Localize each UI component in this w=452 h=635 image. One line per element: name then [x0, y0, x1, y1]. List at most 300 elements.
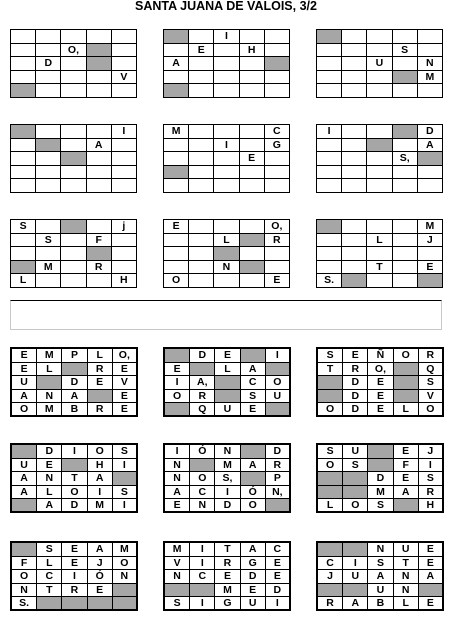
letter-cell: R — [88, 403, 113, 417]
letter-cell: D — [368, 472, 393, 486]
black-cell — [317, 220, 342, 234]
letter-cell: F — [87, 234, 112, 248]
letter-cell: T — [318, 363, 343, 377]
black-cell — [240, 234, 265, 248]
empty-cell — [189, 152, 214, 166]
letter-cell: O — [343, 499, 368, 513]
letter-cell: E — [241, 403, 266, 417]
letter-cell: P — [62, 349, 87, 363]
letter-cell: E — [240, 152, 265, 166]
letter-cell: S — [165, 597, 190, 611]
empty-cell — [367, 44, 392, 58]
letter-cell: E — [265, 274, 290, 288]
black-cell — [418, 152, 443, 166]
letter-cell: R — [87, 261, 112, 275]
black-cell — [12, 445, 37, 459]
letter-cell: B — [368, 597, 393, 611]
black-cell — [393, 125, 418, 139]
empty-cell — [189, 166, 214, 180]
letter-cell: O — [165, 390, 190, 404]
letter-cell: N — [113, 570, 138, 584]
empty-cell — [11, 179, 36, 193]
letter-cell: J — [88, 557, 113, 571]
letter-cell: I — [88, 486, 113, 500]
letter-cell: U — [241, 597, 266, 611]
letter-cell: L — [367, 234, 392, 248]
empty-cell — [61, 247, 86, 261]
letter-cell: M — [418, 71, 443, 85]
letter-cell: M — [36, 261, 61, 275]
letter-cell: I — [113, 499, 138, 513]
empty-cell — [61, 125, 86, 139]
letter-cell: L — [88, 349, 113, 363]
black-cell — [62, 597, 87, 611]
empty-cell — [367, 179, 392, 193]
empty-cell — [367, 84, 392, 98]
empty-cell — [393, 234, 418, 248]
empty-cell — [214, 125, 239, 139]
black-cell — [37, 597, 62, 611]
letter-cell: B — [62, 403, 87, 417]
empty-cell — [36, 179, 61, 193]
letter-cell: E — [368, 403, 393, 417]
empty-cell — [189, 234, 214, 248]
empty-cell — [240, 84, 265, 98]
black-cell — [190, 584, 215, 598]
letter-cell: M — [164, 125, 189, 139]
letter-cell: M — [418, 220, 443, 234]
letter-cell: A — [87, 139, 112, 153]
letter-cell: E — [165, 363, 190, 377]
empty-cell — [189, 125, 214, 139]
empty-cell — [87, 179, 112, 193]
puzzle-grid-4 — [10, 124, 137, 193]
letter-cell: E — [368, 376, 393, 390]
letter-cell: A — [343, 597, 368, 611]
empty-cell — [240, 71, 265, 85]
empty-cell — [317, 247, 342, 261]
letter-cell: V — [113, 376, 138, 390]
black-cell — [165, 584, 190, 598]
empty-cell — [214, 166, 239, 180]
letter-cell: R — [88, 363, 113, 377]
black-cell — [343, 486, 368, 500]
letter-cell: D — [190, 349, 215, 363]
puzzle-grid-5 — [163, 124, 290, 193]
letter-cell: A — [419, 570, 444, 584]
letter-cell: S, — [393, 152, 418, 166]
letter-cell: V — [165, 557, 190, 571]
letter-cell: O — [318, 403, 343, 417]
letter-cell: A — [88, 472, 113, 486]
letter-cell: S — [113, 486, 138, 500]
empty-cell — [317, 234, 342, 248]
letter-cell: O — [62, 486, 87, 500]
letter-cell: U — [266, 390, 291, 404]
empty-cell — [36, 44, 61, 58]
letter-cell: A — [62, 390, 87, 404]
empty-cell — [240, 274, 265, 288]
letter-cell: N — [394, 584, 419, 598]
black-cell — [394, 390, 419, 404]
empty-cell — [265, 247, 290, 261]
empty-cell — [265, 152, 290, 166]
letter-cell: T — [367, 261, 392, 275]
letter-cell: R — [419, 349, 444, 363]
letter-cell: E — [343, 349, 368, 363]
empty-cell — [317, 57, 342, 71]
letter-cell: O, — [265, 220, 290, 234]
black-cell — [62, 363, 87, 377]
black-cell — [214, 247, 239, 261]
black-cell — [164, 84, 189, 98]
empty-cell — [11, 247, 36, 261]
letter-cell: E — [165, 499, 190, 513]
letter-cell: V — [112, 71, 137, 85]
letter-cell: I — [190, 597, 215, 611]
letter-cell: L — [214, 234, 239, 248]
letter-cell: N — [190, 499, 215, 513]
letter-cell: N — [165, 570, 190, 584]
letter-cell: N — [165, 459, 190, 473]
letter-cell: A — [88, 543, 113, 557]
empty-cell — [265, 84, 290, 98]
black-cell — [62, 459, 87, 473]
empty-cell — [87, 274, 112, 288]
letter-cell: N — [165, 472, 190, 486]
empty-cell — [317, 44, 342, 58]
letter-cell: N — [418, 57, 443, 71]
black-cell — [343, 584, 368, 598]
letter-cell: J — [419, 445, 444, 459]
empty-cell — [189, 30, 214, 44]
empty-cell — [418, 179, 443, 193]
black-cell — [12, 499, 37, 513]
black-cell — [12, 543, 37, 557]
empty-cell — [367, 274, 392, 288]
letter-cell: O — [266, 376, 291, 390]
letter-cell: J — [318, 570, 343, 584]
black-cell — [37, 376, 62, 390]
letter-cell: O — [113, 557, 138, 571]
letter-cell: F — [12, 557, 37, 571]
letter-cell: R — [266, 459, 291, 473]
empty-cell — [164, 234, 189, 248]
letter-cell: D — [62, 376, 87, 390]
answer-area — [10, 300, 442, 330]
letter-cell: E — [113, 363, 138, 377]
solution-grid-9 — [316, 541, 444, 611]
letter-cell: A — [37, 499, 62, 513]
black-cell — [418, 274, 443, 288]
empty-cell — [393, 30, 418, 44]
letter-cell: L — [11, 274, 36, 288]
letter-cell: M — [215, 584, 240, 598]
letter-cell: I — [165, 376, 190, 390]
empty-cell — [189, 220, 214, 234]
letter-cell: U — [343, 445, 368, 459]
empty-cell — [418, 247, 443, 261]
empty-cell — [393, 247, 418, 261]
puzzle-grid-6 — [316, 124, 443, 193]
letter-cell: S — [318, 445, 343, 459]
letter-cell: U — [343, 570, 368, 584]
black-cell — [368, 459, 393, 473]
letter-cell: O — [318, 459, 343, 473]
empty-cell — [36, 125, 61, 139]
empty-cell — [61, 57, 86, 71]
black-cell — [165, 349, 190, 363]
letter-cell: S. — [317, 274, 342, 288]
letter-cell: J — [418, 234, 443, 248]
empty-cell — [164, 179, 189, 193]
letter-cell: N — [37, 472, 62, 486]
letter-cell: Ó — [190, 445, 215, 459]
letter-cell: E — [394, 445, 419, 459]
black-cell — [113, 597, 138, 611]
letter-cell: T — [394, 557, 419, 571]
letter-cell: R — [62, 584, 87, 598]
solution-grid-6 — [316, 443, 444, 513]
empty-cell — [240, 57, 265, 71]
black-cell — [88, 597, 113, 611]
letter-cell: E — [215, 570, 240, 584]
puzzle-grid-1 — [10, 29, 137, 98]
letter-cell: N — [214, 261, 239, 275]
letter-cell: I — [165, 445, 190, 459]
letter-cell: N — [368, 543, 393, 557]
letter-cell: I — [62, 570, 87, 584]
black-cell — [265, 57, 290, 71]
letter-cell: E — [164, 220, 189, 234]
empty-cell — [36, 166, 61, 180]
letter-cell: U — [12, 376, 37, 390]
letter-cell: U — [367, 57, 392, 71]
black-cell — [266, 499, 291, 513]
letter-cell: U — [368, 584, 393, 598]
letter-cell: S — [368, 499, 393, 513]
letter-cell: E — [418, 261, 443, 275]
letter-cell: E — [62, 557, 87, 571]
letter-cell: E — [266, 570, 291, 584]
black-cell — [36, 139, 61, 153]
empty-cell — [87, 125, 112, 139]
empty-cell — [214, 152, 239, 166]
empty-cell — [214, 71, 239, 85]
letter-cell: H — [88, 459, 113, 473]
letter-cell: E — [266, 557, 291, 571]
empty-cell — [214, 84, 239, 98]
letter-cell: S. — [12, 597, 37, 611]
letter-cell: L — [37, 363, 62, 377]
letter-cell: I — [317, 125, 342, 139]
letter-cell: T — [37, 584, 62, 598]
letter-cell: D — [62, 499, 87, 513]
black-cell — [266, 363, 291, 377]
empty-cell — [265, 30, 290, 44]
empty-cell — [393, 274, 418, 288]
empty-cell — [87, 71, 112, 85]
empty-cell — [265, 179, 290, 193]
empty-cell — [112, 30, 137, 44]
empty-cell — [189, 261, 214, 275]
black-cell — [318, 584, 343, 598]
letter-cell: M — [37, 403, 62, 417]
empty-cell — [418, 84, 443, 98]
letter-cell: I — [190, 557, 215, 571]
empty-cell — [317, 261, 342, 275]
letter-cell: O, — [61, 44, 86, 58]
black-cell — [318, 390, 343, 404]
letter-cell: U — [394, 543, 419, 557]
letter-cell: A — [12, 486, 37, 500]
letter-cell: A — [241, 363, 266, 377]
letter-cell: N — [37, 390, 62, 404]
empty-cell — [342, 247, 367, 261]
black-cell — [367, 139, 392, 153]
black-cell — [164, 166, 189, 180]
empty-cell — [36, 30, 61, 44]
letter-cell: S — [113, 445, 138, 459]
letter-cell: A — [12, 390, 37, 404]
letter-cell: Ñ — [368, 349, 393, 363]
black-cell — [11, 261, 36, 275]
letter-cell: Ó — [88, 570, 113, 584]
empty-cell — [112, 261, 137, 275]
empty-cell — [87, 220, 112, 234]
empty-cell — [265, 44, 290, 58]
letter-cell: D — [266, 584, 291, 598]
empty-cell — [342, 139, 367, 153]
black-cell — [87, 57, 112, 71]
letter-cell: j — [112, 220, 137, 234]
black-cell — [190, 363, 215, 377]
solution-grid-5 — [163, 443, 291, 513]
empty-cell — [112, 166, 137, 180]
letter-cell: D — [418, 125, 443, 139]
black-cell — [87, 247, 112, 261]
letter-cell: A, — [190, 376, 215, 390]
letter-cell: O — [12, 403, 37, 417]
letter-cell: U — [215, 403, 240, 417]
letter-cell: C — [265, 125, 290, 139]
black-cell — [61, 220, 86, 234]
letter-cell: E — [419, 597, 444, 611]
letter-cell: O — [241, 499, 266, 513]
empty-cell — [393, 166, 418, 180]
empty-cell — [36, 71, 61, 85]
letter-cell: N — [215, 445, 240, 459]
page-title: SANTA JUANA DE VALOIS, 3/2 — [135, 0, 317, 13]
black-cell — [87, 44, 112, 58]
letter-cell: S — [37, 543, 62, 557]
letter-cell: I — [190, 543, 215, 557]
letter-cell: A — [418, 139, 443, 153]
empty-cell — [214, 274, 239, 288]
letter-cell: E — [12, 363, 37, 377]
empty-cell — [342, 125, 367, 139]
empty-cell — [317, 152, 342, 166]
letter-cell: S — [36, 234, 61, 248]
letter-cell: E — [419, 543, 444, 557]
letter-cell: D — [343, 376, 368, 390]
empty-cell — [367, 152, 392, 166]
letter-cell: L — [394, 597, 419, 611]
empty-cell — [61, 166, 86, 180]
empty-cell — [11, 30, 36, 44]
empty-cell — [61, 274, 86, 288]
letter-cell: L — [394, 403, 419, 417]
empty-cell — [11, 71, 36, 85]
letter-cell: R — [318, 597, 343, 611]
empty-cell — [342, 152, 367, 166]
empty-cell — [214, 44, 239, 58]
empty-cell — [240, 179, 265, 193]
letter-cell: I — [113, 459, 138, 473]
empty-cell — [36, 220, 61, 234]
letter-cell: S — [368, 557, 393, 571]
empty-cell — [87, 152, 112, 166]
letter-cell: D — [215, 499, 240, 513]
letter-cell: E — [215, 349, 240, 363]
empty-cell — [342, 30, 367, 44]
black-cell — [113, 584, 138, 598]
letter-cell: I — [112, 125, 137, 139]
letter-cell: R — [215, 557, 240, 571]
black-cell — [11, 125, 36, 139]
letter-cell: E — [88, 376, 113, 390]
empty-cell — [189, 247, 214, 261]
letter-cell: I — [419, 459, 444, 473]
letter-cell: D — [37, 445, 62, 459]
letter-cell: M — [215, 459, 240, 473]
empty-cell — [317, 179, 342, 193]
letter-cell: N — [12, 584, 37, 598]
empty-cell — [112, 179, 137, 193]
black-cell — [393, 71, 418, 85]
letter-cell: O — [164, 274, 189, 288]
letter-cell: A — [165, 486, 190, 500]
letter-cell: C — [190, 570, 215, 584]
empty-cell — [189, 274, 214, 288]
letter-cell: A — [241, 459, 266, 473]
empty-cell — [112, 57, 137, 71]
empty-cell — [112, 44, 137, 58]
empty-cell — [367, 247, 392, 261]
empty-cell — [36, 274, 61, 288]
letter-cell: Q — [190, 403, 215, 417]
puzzle-grid-9 — [316, 219, 443, 288]
empty-cell — [342, 71, 367, 85]
empty-cell — [317, 139, 342, 153]
letter-cell: E — [394, 472, 419, 486]
empty-cell — [342, 57, 367, 71]
black-cell — [241, 445, 266, 459]
black-cell — [215, 376, 240, 390]
letter-cell: O — [190, 472, 215, 486]
letter-cell: I — [343, 557, 368, 571]
letter-cell: M — [37, 349, 62, 363]
letter-cell: I — [214, 139, 239, 153]
letter-cell: L — [318, 499, 343, 513]
empty-cell — [87, 166, 112, 180]
puzzle-grid-8 — [163, 219, 290, 288]
empty-cell — [87, 30, 112, 44]
letter-cell: M — [368, 486, 393, 500]
empty-cell — [164, 152, 189, 166]
black-cell — [419, 584, 444, 598]
empty-cell — [418, 30, 443, 44]
